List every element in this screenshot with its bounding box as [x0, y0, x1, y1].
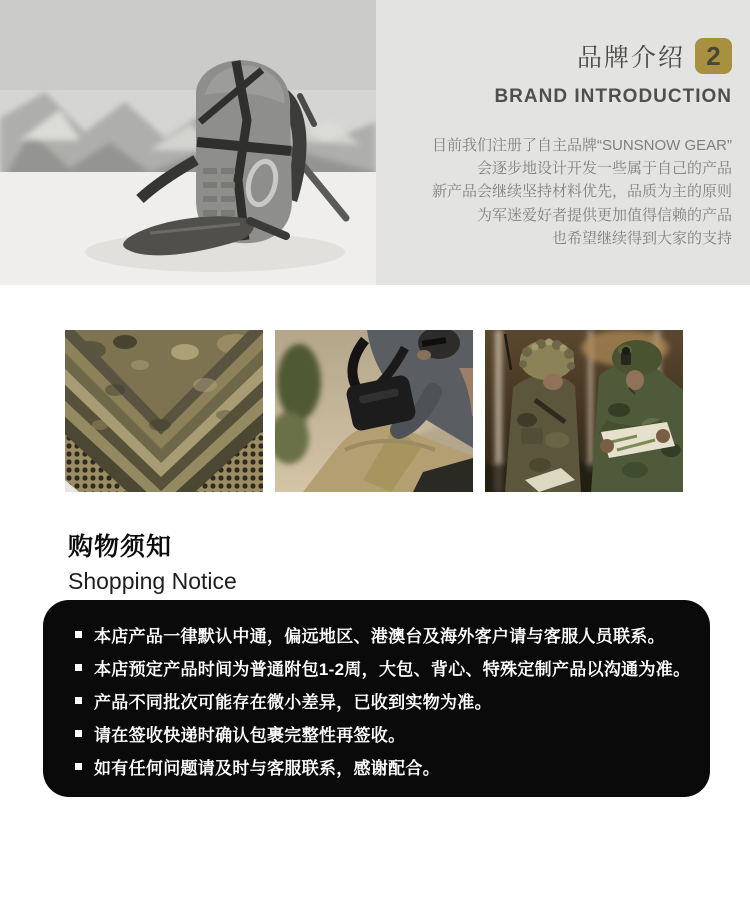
square-bullet-icon: [75, 730, 82, 737]
tactical-sling-bag-hiker-photo: [275, 330, 473, 492]
hero-photo-backpack-snow: [0, 0, 376, 285]
square-bullet-icon: [75, 763, 82, 770]
brand-gallery: [65, 330, 683, 492]
brand-title-row: [392, 38, 732, 74]
brand-description-line: 目前我们注册了自主品牌“SUNSNOW GEAR”: [431, 137, 732, 154]
brand-description-line: 也希望继续得到大家的支持: [551, 229, 732, 247]
notice-item: [75, 653, 691, 682]
camo-fabric-swatches-photo: [65, 330, 263, 492]
notice-item: [75, 719, 686, 748]
notice-text: 请在签收快递时确认包裹完整性再签收。: [94, 726, 406, 745]
brand-description: [392, 134, 732, 250]
notice-text: 本店预定产品时间为普通附包1-2周，大包、背心、特殊定制产品以沟通为准。: [94, 660, 691, 679]
brand-description-line: 新产品会继续坚持材料优先，品质为主的原则: [431, 183, 732, 201]
notice-item: [75, 686, 686, 715]
notice-heading-en: Shopping Notice: [68, 568, 237, 594]
brand-intro-section: [0, 0, 750, 285]
brand-intro-text-block: [392, 38, 732, 250]
notice-text: 本店产品一律默认中通，偏远地区、港澳台及海外客户请与客服人员联系。: [94, 627, 665, 646]
brand-description-line: 为军迷爱好者提供更加值得信赖的产品: [476, 206, 732, 224]
shopping-notice-box: [43, 600, 710, 797]
square-bullet-icon: [75, 697, 82, 704]
notice-text: 如有任何问题请及时与客服联系，感谢配合。: [94, 759, 440, 778]
square-bullet-icon: [75, 664, 82, 671]
notice-heading-zh: 购物须知: [68, 533, 173, 561]
notice-item: [75, 620, 686, 649]
section-number-badge: 2: [695, 38, 732, 74]
brand-description-line: 会逐步地设计开发一些属于自己的产品: [476, 160, 732, 178]
notice-text: 产品不同批次可能存在微小差异，已收到实物为准。: [94, 693, 492, 712]
notice-item: [75, 752, 686, 781]
brand-title-en: BRAND INTRODUCTION: [494, 86, 732, 107]
soldiers-reading-map-photo: [485, 330, 683, 492]
square-bullet-icon: [75, 631, 82, 638]
shopping-notice-heading: [68, 527, 237, 595]
brand-title-zh: 品牌介绍: [576, 44, 685, 72]
